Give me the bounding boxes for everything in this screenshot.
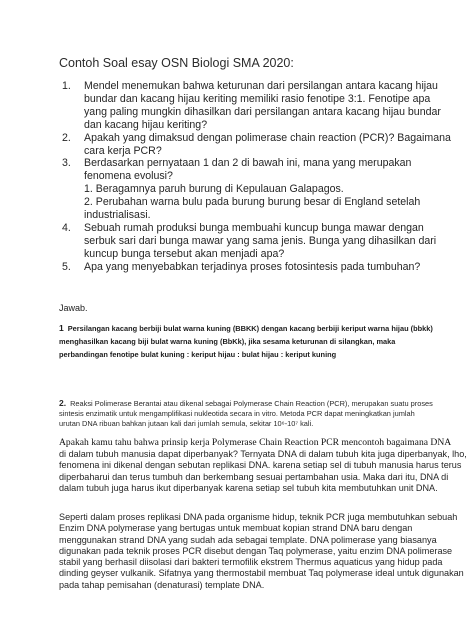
answer-line: perbandingan fenotipe bulat kuning : keriput hijau : bulat hijau : keriput kuning bbox=[59, 349, 337, 359]
question-item bbox=[62, 80, 457, 132]
question-line: fenomena evolusi? bbox=[84, 170, 173, 183]
paragraph-line: stabil yang berhasil diisolasi dari bakteri termofilik ekstrem Thermus aquaticus yang hidup pada bbox=[59, 557, 443, 568]
question-line: serbuk sari dari bunga mawar yang sama jenis. Bunga yang dihasilkan dari bbox=[84, 234, 437, 247]
answer-number: 2. bbox=[59, 398, 67, 408]
paragraph-2 bbox=[59, 512, 469, 591]
answer-line: menghasilkan kacang biji bulat warna kuning (BbKk), jika sesama keturunan di silangkan, maka bbox=[59, 336, 396, 346]
paragraph-line: Enzim DNA polymerase yang bertugas untuk membuat kopian strand DNA baru dengan bbox=[59, 523, 413, 534]
answer-text: Persilangan kacang berbiji bulat warna kuning (BBKK) dengan kacang berbiji keriput warna hijau (bbkk) bbox=[67, 324, 433, 333]
question-line: 1. Beragamnya paruh burung di Kepulauan Galapagos. bbox=[84, 183, 344, 196]
question-item bbox=[62, 222, 457, 261]
serif-line-block bbox=[59, 437, 467, 448]
question-line: Apa yang menyebabkan terjadinya proses fotosintesis pada tumbuhan? bbox=[84, 260, 421, 273]
answer-2 bbox=[59, 398, 463, 429]
question-item bbox=[62, 157, 457, 222]
paragraph-1 bbox=[59, 449, 469, 494]
serif-line: Apakah kamu tahu bahwa prinsip kerja Polymerase Chain Reaction PCR mencontoh bagaimana DNA bbox=[59, 437, 452, 448]
answer-number: 1 bbox=[59, 323, 64, 333]
question-line: 2. Perubahan warna bulu pada burung burung besar di England setelah bbox=[84, 196, 421, 209]
answer-heading: Jawab. bbox=[59, 303, 88, 313]
paragraph-line: menggunakan strand DNA yang sudah ada sebagai template. DNA polimerase yang biasanya bbox=[59, 534, 437, 545]
question-line: industrialisasi. bbox=[84, 209, 151, 222]
paragraph-line: fenomena ini dikenal dengan sebutan replikasi DNA. karena setiap sel di tubuh manusia harus terus bbox=[59, 460, 462, 471]
answer-line: sintesis enzimatik untuk mengamplifikasi nukleotida secara in vitro. Metoda PCR dapat meningkatkan jumlah bbox=[59, 409, 415, 418]
answer-line bbox=[59, 322, 459, 336]
paragraph-line: pada tahap pemisahan (denaturasi) template DNA. bbox=[59, 579, 265, 590]
question-line: dan kacang hijau keriting? bbox=[84, 118, 208, 131]
question-line: cara kerja PCR? bbox=[84, 144, 162, 157]
question-line: Apakah yang dimaksud dengan polimerase chain reaction (PCR)? Bagaimana bbox=[84, 131, 451, 144]
paragraph-line: dalam tubuh juga harus ikut diperbanyak karena setiap sel tubuh kita membutuhkan unit DNA. bbox=[59, 482, 438, 493]
answer-line bbox=[59, 398, 463, 409]
question-line: bundar dan kacang hijau keriting memiliki rasio fenotipe 3:1. Fenotipe apa bbox=[84, 92, 431, 105]
question-line: yang paling mungkin dihasilkan dari persilangan antara kacang hijau bundar bbox=[84, 105, 441, 118]
question-number: 1. bbox=[62, 80, 71, 92]
question-item bbox=[62, 132, 457, 158]
paragraph-line: digunakan pada teknik proses PCR disebut dengan Taq polymerase, yaitu enzim DNA polimerase bbox=[59, 545, 453, 556]
answer-text: Reaksi Polimerase Berantai atau dikenal sebagai Polymerase Chain Reaction (PCR), merupakan suatu proses bbox=[70, 399, 433, 408]
paragraph-line: diperbaharui dan terus tumbuh dan berkembang sesuai pertambahan usia. Maka dari itu, DNA di bbox=[59, 471, 449, 482]
question-number: 3. bbox=[62, 157, 71, 170]
question-number: 2. bbox=[62, 131, 71, 144]
question-line: Berdasarkan pernyataan 1 dan 2 di bawah ini, mana yang merupakan bbox=[84, 157, 412, 170]
answer-1 bbox=[59, 322, 459, 361]
question-line: kuncup bunga tersebut akan menjadi apa? bbox=[84, 247, 285, 260]
question-number: 5. bbox=[62, 260, 71, 273]
answer-line: urutan DNA ribuan bahkan jutaan kali dari jumlah semula, sekitar 10⁶-10⁷ kali. bbox=[59, 419, 314, 428]
question-line: Mendel menemukan bahwa keturunan dari persilangan antara kacang hijau bbox=[84, 80, 438, 92]
document-title: Contoh Soal esay OSN Biologi SMA 2020: bbox=[59, 56, 294, 70]
paragraph-line: Seperti dalam proses replikasi DNA pada organisme hidup, teknik PCR juga membutuhkan sebuah bbox=[59, 512, 458, 522]
paragraph-line: di dalam tubuh manusia dapat diperbanyak? Ternyata DNA di dalam tubuh kita juga diperbanyak, lho, bbox=[59, 449, 467, 459]
question-item bbox=[62, 261, 457, 274]
question-list bbox=[62, 80, 457, 274]
paragraph-line: dinding geyser vulkanik. Sifatnya yang thermostabil membuat Taq polymerase ideal untuk digunakan bbox=[59, 568, 464, 579]
question-number: 4. bbox=[62, 221, 71, 234]
question-line: Sebuah rumah produksi bunga membuahi kuncup bunga mawar dengan bbox=[84, 221, 424, 234]
